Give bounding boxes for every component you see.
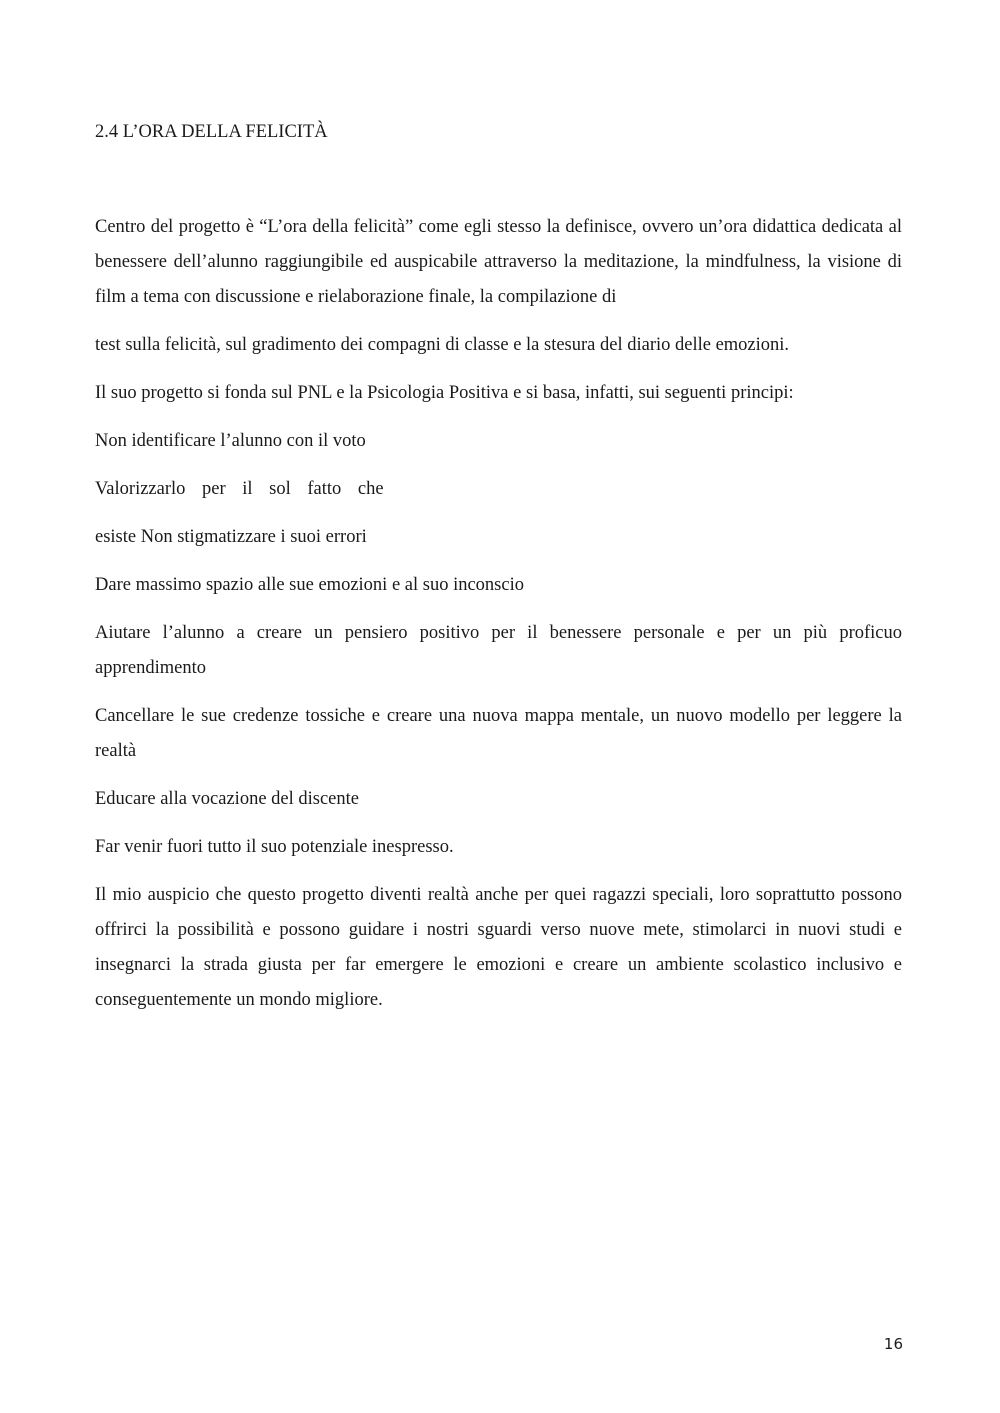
principle-item: Aiutare l’alunno a creare un pensiero positivo per il benessere personale e per un più proficuo apprendimento: [95, 623, 902, 678]
section-heading: 2.4 L’ORA DELLA FELICITÀ: [95, 122, 328, 142]
paragraph-intro-continued: test sulla felicità, sul gradimento dei compagni di classe e la stesura del diario delle emozioni.: [95, 335, 790, 355]
principle-item: esiste Non stigmatizzare i suoi errori: [95, 527, 367, 547]
paragraph-intro: Centro del progetto è “L’ora della felicità” come egli stesso la definisce, ovvero un’ora didattica dedicata al benessere dell’alunno raggiungibile ed auspicabile attraverso la meditazione, la mindfulness, la visione di film a tema con discussione e rielaborazione finale, la compilazione di: [95, 217, 902, 307]
page-number: 16: [883, 1335, 903, 1353]
principle-item: Educare alla vocazione del discente: [95, 789, 359, 809]
paragraph-conclusion: Il mio auspicio che questo progetto diventi realtà anche per quei ragazzi speciali, loro soprattutto possono offrirci la possibilità e possono guidare i nostri sguardi verso nuove mete, stimolarci in nuovi studi e insegnarci la strada giusta per far emergere le emozioni e creare un ambiente scolastico inclusivo e conseguentemente un mondo migliore.: [95, 885, 902, 1010]
principle-item: Dare massimo spazio alle sue emozioni e al suo inconscio: [95, 575, 524, 595]
principle-item: Far venir fuori tutto il suo potenziale inespresso.: [95, 837, 454, 857]
principle-item: Valorizzarlo per il sol fatto che: [95, 479, 384, 499]
paragraph-principles-lead: Il suo progetto si fonda sul PNL e la Psicologia Positiva e si basa, infatti, sui seguenti principi:: [95, 383, 794, 403]
principle-item: Cancellare le sue credenze tossiche e creare una nuova mappa mentale, un nuovo modello per leggere la realtà: [95, 706, 902, 761]
principle-item: Non identificare l’alunno con il voto: [95, 431, 366, 451]
